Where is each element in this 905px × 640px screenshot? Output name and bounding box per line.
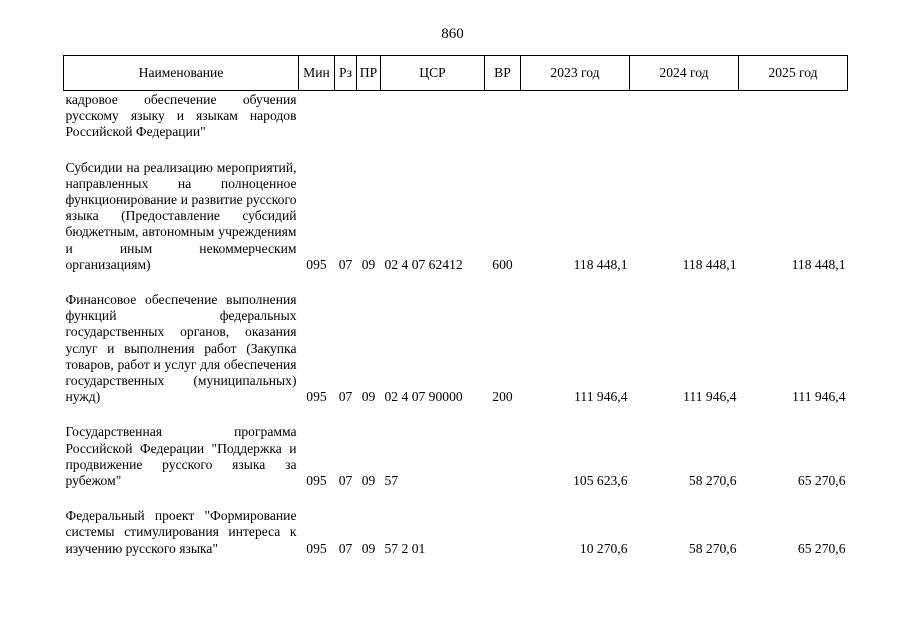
row-2023: 105 623,6	[573, 473, 628, 489]
row-min: 095	[306, 389, 327, 405]
header-rz: Рз	[335, 56, 357, 91]
row-2024: 58 270,6	[688, 540, 737, 556]
budget-table	[63, 55, 848, 557]
row-name: кадровое обеспечение обучения русскому языку и языкам народов Российской Федерации"	[65, 92, 297, 140]
header-2023: 2023 год	[521, 56, 630, 91]
row-csr	[381, 91, 485, 141]
row-2024: 118 448,1	[682, 256, 737, 272]
row-2025: 65 270,6	[797, 473, 846, 489]
row-2023: 118 448,1	[573, 256, 628, 272]
header-2024: 2024 год	[630, 56, 739, 91]
row-name: Федеральный проект "Формирование системы стимулирования интереса к изучению русского языка"	[65, 508, 297, 556]
row-min	[299, 91, 335, 141]
row-pr	[357, 91, 381, 141]
table-header-row	[64, 56, 848, 91]
row-vr: 200	[492, 389, 513, 405]
row-vr: 600	[492, 256, 513, 272]
table-row	[64, 405, 848, 489]
table-row	[64, 91, 848, 141]
row-vr	[485, 489, 521, 557]
row-2025: 118 448,1	[791, 256, 846, 272]
row-2025: 65 270,6	[797, 540, 846, 556]
row-pr: 09	[361, 256, 376, 272]
row-rz: 07	[338, 256, 353, 272]
header-min: Мин	[299, 56, 335, 91]
row-name: Субсидии на реализацию мероприятий, направленных на полноценное функционирование и развитие русского языка (Предоставление субсидий бюджетным, автономным учреждениям и иным некоммерческим организациям)	[65, 159, 297, 272]
row-rz: 07	[338, 540, 353, 556]
row-2024: 111 946,4	[683, 389, 737, 405]
header-csr: ЦСР	[381, 56, 485, 91]
row-name: Финансовое обеспечение выполнения функций федеральных государственных органов, оказания услуг и выполнения работ (Закупка товаров, работ и услуг для обеспечения государственных (муниципальных) нужд)	[65, 292, 297, 405]
row-2025	[739, 91, 848, 141]
header-vr: ВР	[485, 56, 521, 91]
row-csr: 02 4 07 62412	[384, 256, 463, 272]
row-pr: 09	[361, 540, 376, 556]
row-2023: 10 270,6	[579, 540, 628, 556]
row-min: 095	[306, 256, 327, 272]
row-rz: 07	[338, 473, 353, 489]
row-rz	[335, 91, 357, 141]
row-pr: 09	[361, 473, 376, 489]
row-2024: 58 270,6	[688, 473, 737, 489]
row-2023: 111 946,4	[574, 389, 628, 405]
row-pr: 09	[361, 389, 376, 405]
row-vr	[485, 405, 521, 489]
page-number: 860	[441, 26, 464, 42]
header-2025: 2025 год	[739, 56, 848, 91]
row-csr: 57	[384, 473, 399, 489]
row-rz: 07	[338, 389, 353, 405]
row-csr: 02 4 07 90000	[384, 389, 463, 405]
row-2025: 111 946,4	[792, 389, 846, 405]
table-row	[64, 489, 848, 557]
row-2023	[521, 91, 630, 141]
row-vr	[485, 91, 521, 141]
row-min: 095	[306, 473, 327, 489]
header-pr: ПР	[357, 56, 381, 91]
row-min: 095	[306, 540, 327, 556]
header-name: Наименование	[64, 56, 299, 91]
table-row	[64, 141, 848, 273]
row-name: Государственная программа Российской Федерации "Поддержка и продвижение русского языка за рубежом"	[65, 424, 297, 489]
row-csr: 57 2 01	[384, 540, 426, 556]
row-2024	[630, 91, 739, 141]
table-row	[64, 273, 848, 405]
